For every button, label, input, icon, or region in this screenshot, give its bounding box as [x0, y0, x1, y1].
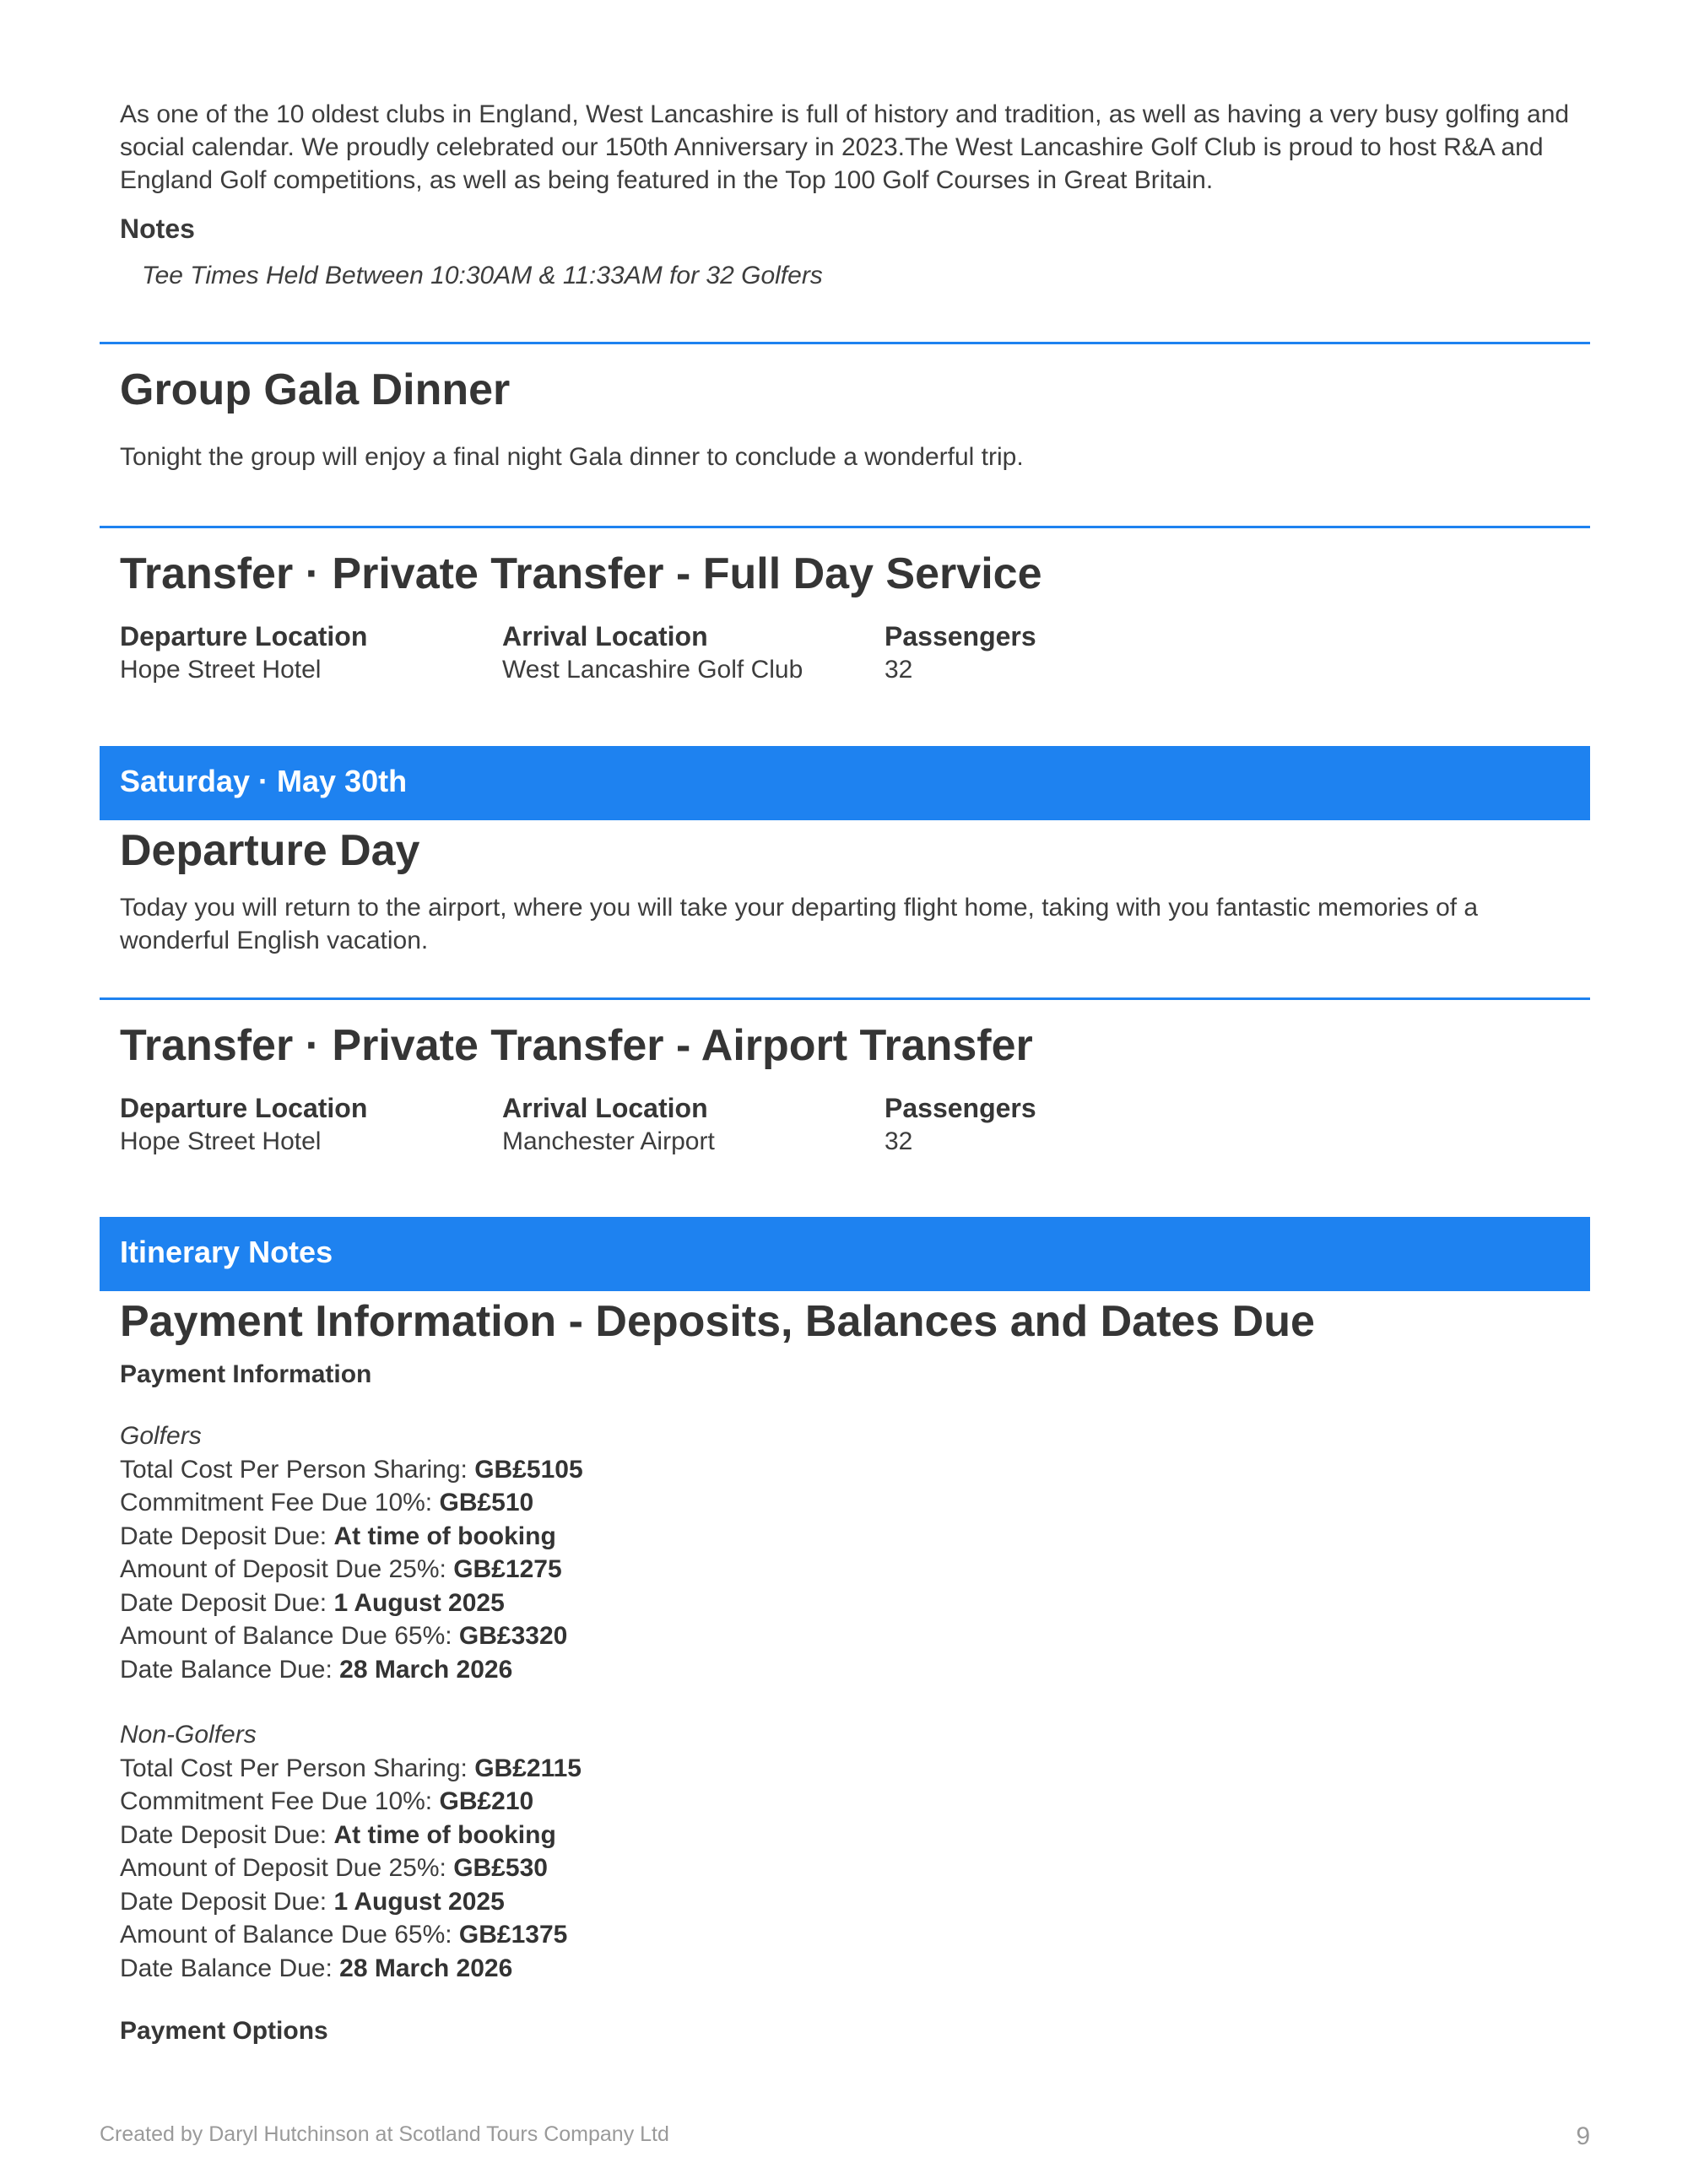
- passengers-column: [885, 1091, 1267, 1159]
- passengers-column: [885, 619, 1267, 687]
- itinerary-notes-banner: Itinerary Notes: [100, 1217, 1590, 1291]
- arrival-label: Arrival Location: [502, 1093, 708, 1123]
- payment-row: [120, 1852, 1570, 1885]
- payment-section: [100, 1296, 1590, 2046]
- gala-description: Tonight the group will enjoy a final night Gala dinner to conclude a wonderful trip.: [120, 443, 1024, 471]
- departure-column: [120, 619, 502, 687]
- payment-row: [120, 1885, 1570, 1919]
- footer-credit: Created by Daryl Hutchinson at Scotland Tours Company Ltd: [100, 2122, 669, 2146]
- passengers-value: 32: [885, 1127, 913, 1155]
- payment-row-value: 1 August 2025: [333, 1887, 505, 1916]
- payment-row-label: Commitment Fee Due 10%:: [120, 1787, 440, 1815]
- payment-row-label: Commitment Fee Due 10%:: [120, 1489, 440, 1516]
- payment-row: [120, 1486, 1570, 1520]
- intro-section: [100, 98, 1590, 290]
- payment-row-label: Date Balance Due:: [120, 1954, 340, 1982]
- payment-row-label: Date Deposit Due:: [120, 1820, 334, 1849]
- departure-label: Departure Location: [120, 621, 368, 651]
- golfers-list: [120, 1453, 1570, 1687]
- payment-row-value: GB£3320: [458, 1622, 568, 1650]
- payment-row-value: GB£210: [439, 1787, 534, 1815]
- passengers-label: Passengers: [885, 621, 1036, 651]
- payment-row-value: 1 August 2025: [333, 1588, 505, 1617]
- gala-section: [100, 365, 1590, 473]
- payment-row-value: At time of booking: [333, 1820, 556, 1849]
- payment-row: [120, 1819, 1570, 1852]
- payment-title: Payment Information - Deposits, Balances and Dates Due: [120, 1297, 1315, 1346]
- payment-info-label: Payment Information: [120, 1360, 372, 1388]
- transfer-title: Transfer · Private Transfer - Airport Transfer: [120, 1021, 1033, 1070]
- notes-label: Notes: [120, 214, 195, 244]
- payment-row: [120, 1785, 1570, 1819]
- divider: [100, 997, 1590, 1000]
- day-banner: Saturday · May 30th: [100, 746, 1590, 820]
- payment-row: [120, 1520, 1570, 1554]
- payment-row-label: Total Cost Per Person Sharing:: [120, 1455, 475, 1484]
- payment-row: [120, 1619, 1570, 1653]
- notes-text: Tee Times Held Between 10:30AM & 11:33AM for 32 Golfers: [142, 262, 823, 289]
- passengers-label: Passengers: [885, 1093, 1036, 1123]
- payment-row: [120, 1653, 1570, 1687]
- payment-row: [120, 1453, 1570, 1487]
- payment-row-label: Amount of Balance Due 65%:: [120, 1622, 459, 1650]
- departure-value: Hope Street Hotel: [120, 656, 322, 684]
- payment-row-label: Date Deposit Due:: [120, 1522, 334, 1550]
- payment-row-value: At time of booking: [333, 1522, 556, 1550]
- payment-row-value: GB£2115: [474, 1754, 582, 1782]
- payment-row-label: Date Deposit Due:: [120, 1887, 334, 1916]
- departure-day-title: Departure Day: [120, 826, 420, 875]
- payment-row: [120, 1553, 1570, 1587]
- departure-column: [120, 1091, 502, 1159]
- nongolfers-list: [120, 1752, 1570, 1986]
- payment-row: [120, 1952, 1570, 1986]
- passengers-value: 32: [885, 656, 913, 684]
- divider: [100, 342, 1590, 344]
- payment-row-value: GB£1275: [453, 1555, 562, 1583]
- transfer-section: [100, 549, 1590, 687]
- transfer-title: Transfer · Private Transfer - Full Day Service: [120, 549, 1042, 598]
- payment-row-value: GB£510: [439, 1489, 534, 1516]
- payment-row: [120, 1752, 1570, 1786]
- payment-row-label: Total Cost Per Person Sharing:: [120, 1754, 475, 1782]
- payment-row-label: Date Deposit Due:: [120, 1588, 334, 1617]
- arrival-column: [502, 619, 885, 687]
- transfer-details: [120, 1091, 1570, 1159]
- arrival-value: Manchester Airport: [502, 1127, 715, 1155]
- divider: [100, 526, 1590, 528]
- intro-paragraph: As one of the 10 oldest clubs in England, West Lancashire is full of history and tradition, as well as having a very busy golfing and social calendar. We proudly celebrated our 150th Anniversary in 2023.The West Lancashire Golf Club is proud to host R&A and England Golf competitions, as well as being featured in the Top 100 Golf Courses in Great Britain.: [120, 100, 1570, 194]
- payment-row-label: Amount of Deposit Due 25%:: [120, 1854, 454, 1882]
- payment-row-label: Date Balance Due:: [120, 1655, 340, 1684]
- payment-row-value: 28 March 2026: [339, 1655, 513, 1684]
- payment-row-label: Amount of Balance Due 65%:: [120, 1921, 459, 1949]
- arrival-label: Arrival Location: [502, 621, 708, 651]
- document-page: [100, 0, 1590, 2184]
- payment-options-label: Payment Options: [120, 2017, 328, 2045]
- golfers-label: Golfers: [120, 1422, 202, 1450]
- transfer-details: [120, 619, 1570, 687]
- payment-row-value: 28 March 2026: [339, 1954, 513, 1982]
- payment-row-value: GB£5105: [474, 1455, 583, 1484]
- payment-row: [120, 1918, 1570, 1952]
- page-number: 9: [1576, 2122, 1590, 2150]
- page-footer: [100, 2122, 1590, 2150]
- nongolfers-label: Non-Golfers: [120, 1721, 257, 1749]
- departure-day-description: Today you will return to the airport, where you will take your departing flight home, taking with you fantastic memories of a wonderful English vacation.: [120, 894, 1479, 954]
- arrival-column: [502, 1091, 885, 1159]
- transfer-section: [100, 1020, 1590, 1159]
- departure-day-section: [100, 825, 1590, 957]
- payment-row-value: GB£530: [453, 1854, 548, 1882]
- departure-value: Hope Street Hotel: [120, 1127, 322, 1155]
- departure-label: Departure Location: [120, 1093, 368, 1123]
- gala-title: Group Gala Dinner: [120, 365, 511, 414]
- payment-row: [120, 1587, 1570, 1620]
- payment-row-value: GB£1375: [458, 1921, 568, 1949]
- payment-row-label: Amount of Deposit Due 25%:: [120, 1555, 454, 1583]
- arrival-value: West Lancashire Golf Club: [502, 656, 803, 684]
